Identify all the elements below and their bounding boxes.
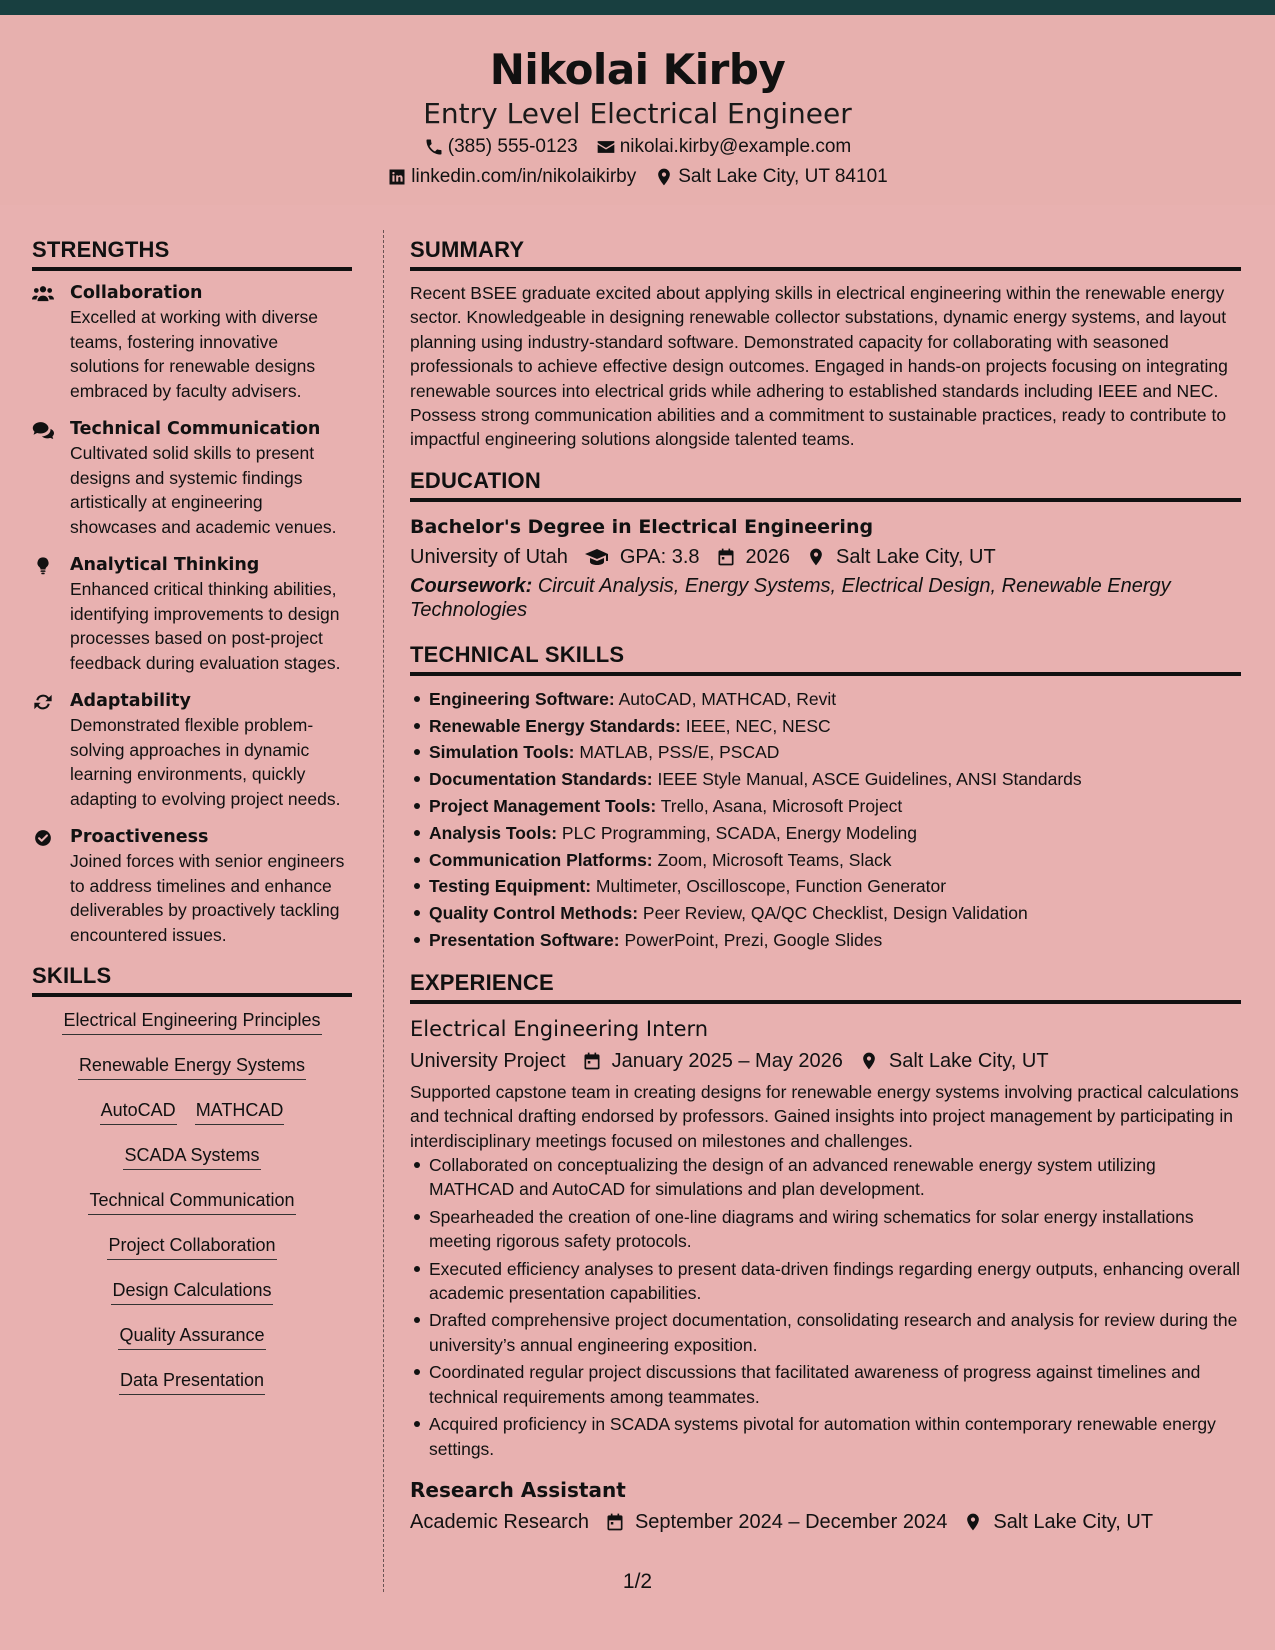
gpa: GPA: 3.8 [619, 545, 700, 568]
list-item: Drafted comprehensive project documentation, consolidating research and analysis for review during the university’s annual engineering exposition. [410, 1308, 1241, 1357]
skill-tag: Electrical Engineering Principles [62, 1007, 321, 1035]
contact-row-1 [0, 132, 1275, 162]
list-item [410, 713, 1241, 740]
skill-tag: Technical Communication [88, 1187, 295, 1215]
strength-title: Adaptability [70, 691, 191, 711]
skill-value: AutoCAD, MATHCAD, Revit [618, 688, 837, 709]
candidate-title: Entry Level Electrical Engineer [423, 97, 852, 130]
skill-label: Presentation Software: [429, 930, 620, 951]
location-text: Salt Lake City, UT 84101 [678, 166, 888, 187]
skill-value: IEEE, NEC, NESC [685, 715, 831, 736]
job-dates: September 2024 – December 2024 [634, 1510, 948, 1533]
job-meta [410, 1046, 1241, 1076]
email-text: nikolai.kirby@example.com [619, 136, 852, 157]
list-item [410, 739, 1241, 766]
job-location: Salt Lake City, UT [993, 1510, 1154, 1533]
list-item: Spearheaded the creation of one-line diagrams and wiring schematics for solar energy installations meeting rigorous safety protocols. [410, 1205, 1241, 1254]
job-title: Electrical Engineering Intern [410, 1016, 709, 1041]
strength-desc: Cultivated solid skills to present designs and systemic findings artistically at engineering showcases and academic venues. [70, 443, 337, 537]
map-marker-icon [963, 1512, 983, 1532]
resume-header [0, 15, 1275, 205]
skill-value: PowerPoint, Prezi, Google Slides [624, 930, 883, 951]
education-location: Salt Lake City, UT [836, 545, 996, 568]
skill-value: PLC Programming, SCADA, Energy Modeling [561, 822, 917, 843]
sync-icon [32, 692, 54, 712]
job-title: Research Assistant [410, 1477, 626, 1502]
skill-label: Engineering Software: [429, 688, 615, 709]
technical-skills-list [410, 686, 1241, 954]
skill-label: Documentation Standards: [429, 769, 653, 790]
list-item: Acquired proficiency in SCADA systems pivotal for automation within contemporary renewable energy settings. [410, 1412, 1241, 1461]
skill-label: Communication Platforms: [429, 849, 653, 870]
skill-value: Trello, Asana, Microsoft Project [660, 796, 903, 817]
list-item [410, 873, 1241, 900]
education-meta [410, 542, 1241, 572]
list-item [410, 847, 1241, 874]
skill-value: IEEE Style Manual, ASCE Guidelines, ANSI Standards [657, 769, 1082, 790]
skill-tag: Data Presentation [119, 1367, 265, 1395]
skill-label: Analysis Tools: [429, 822, 558, 843]
lightbulb-icon [32, 556, 54, 576]
list-item [410, 820, 1241, 847]
job-location: Salt Lake City, UT [888, 1049, 1049, 1072]
skill-label: Quality Control Methods: [429, 903, 639, 924]
strength-item [32, 825, 352, 947]
linkedin-icon [387, 167, 407, 187]
right-column [410, 235, 1241, 1537]
skills-heading: SKILLS [32, 961, 352, 997]
skill-tag: AutoCAD [100, 1097, 177, 1125]
envelope-icon [596, 137, 616, 157]
strength-item [32, 689, 352, 811]
left-column [32, 235, 352, 1412]
calendar-icon [716, 547, 736, 567]
skill-label: Testing Equipment: [429, 876, 592, 897]
skill-label: Renewable Energy Standards: [429, 715, 681, 736]
list-item [410, 793, 1241, 820]
skill-label: Project Management Tools: [429, 796, 657, 817]
strength-title: Analytical Thinking [70, 555, 260, 575]
skill-tag: Quality Assurance [118, 1322, 265, 1350]
contact-email[interactable] [596, 132, 852, 162]
candidate-name: Nikolai Kirby [489, 45, 786, 94]
calendar-icon [605, 1512, 625, 1532]
experience-heading: EXPERIENCE [410, 968, 1241, 1004]
list-item: Collaborated on conceptualizing the design of an advanced renewable energy system utilizing MATHCAD and AutoCAD for simulations and plan development. [410, 1153, 1241, 1202]
graduation-cap-icon [584, 547, 610, 567]
phone-icon [424, 137, 444, 157]
calendar-icon [582, 1051, 602, 1071]
map-marker-icon [859, 1051, 879, 1071]
skill-value: Multimeter, Oscilloscope, Function Generator [595, 876, 947, 897]
job-description: Supported capstone team in creating designs for renewable energy systems involving practical calculations and technical drafting endorsed by professors. Gained insights into project management by participating in interdisciplinary meetings focused on milestones and challenges. [410, 1081, 1239, 1151]
map-marker-icon [654, 167, 674, 187]
skill-tag: Project Collaboration [107, 1232, 276, 1260]
strength-item [32, 281, 352, 403]
skills-list [32, 1007, 352, 1412]
skill-value: MATLAB, PSS/E, PSCAD [579, 742, 780, 763]
grad-year: 2026 [745, 545, 791, 568]
users-icon [32, 284, 54, 304]
list-item [410, 766, 1241, 793]
list-item [410, 927, 1241, 954]
degree-title: Bachelor's Degree in Electrical Engineering [410, 515, 874, 538]
skill-label: Simulation Tools: [429, 742, 575, 763]
strength-desc: Demonstrated flexible problem-solving approaches in dynamic learning environments, quickly adapting to evolving project needs. [70, 715, 341, 809]
school-name: University of Utah [410, 545, 568, 568]
strengths-heading: STRENGTHS [32, 235, 352, 271]
job-dates: January 2025 – May 2026 [611, 1049, 843, 1072]
contact-location [654, 162, 887, 192]
linkedin-text: linkedin.com/in/nikolaikirby [411, 166, 637, 187]
coursework-list: Circuit Analysis, Energy Systems, Electrical Design, Renewable Energy Technologies [410, 574, 1171, 621]
job-org: University Project [410, 1049, 566, 1072]
strength-desc: Enhanced critical thinking abilities, identifying improvements to design processes based on post-project feedback during evaluation stages. [70, 579, 341, 673]
list-item: Executed efficiency analyses to present data-driven findings regarding energy outputs, enhancing overall academic presentation capabilities. [410, 1257, 1241, 1306]
strength-title: Technical Communication [70, 419, 321, 439]
job-bullets [410, 1153, 1241, 1461]
list-item [410, 900, 1241, 927]
skill-tag: SCADA Systems [123, 1142, 260, 1170]
skill-value: Zoom, Microsoft Teams, Slack [657, 849, 892, 870]
summary-heading: SUMMARY [410, 235, 1241, 271]
strength-desc: Excelled at working with diverse teams, fostering innovative solutions for renewable designs embraced by faculty advisers. [70, 307, 319, 401]
column-divider [383, 230, 384, 1592]
skill-value: Peer Review, QA/QC Checklist, Design Validation [642, 903, 1028, 924]
coursework [410, 574, 1241, 622]
job-meta [410, 1507, 1241, 1537]
strength-item [32, 553, 352, 675]
strength-item [32, 417, 352, 539]
education-heading: EDUCATION [410, 466, 1241, 502]
phone-text: (385) 555-0123 [447, 136, 578, 157]
technical-skills-heading: TECHNICAL SKILLS [410, 640, 1241, 676]
summary-text: Recent BSEE graduate excited about applying skills in electrical engineering within the renewable energy sector. Knowledgeable in designing renewable collector substations, dynamic energy systems, and layout planning using industry-standard software. Demonstrated capacity for collaborating with seasoned professionals to achieve effective design outcomes. Engaged in hands-on projects focusing on integrating renewable sources into electrical grids while adhering to established standards including IEEE and NEC. Possess strong communication abilities and a commitment to sustainable practices, ready to contribute to impactful engineering solutions alongside talented teams. [410, 283, 1228, 450]
page-number: 1/2 [622, 1570, 653, 1593]
strength-title: Proactiveness [70, 827, 209, 847]
skill-tag: Design Calculations [111, 1277, 272, 1305]
map-marker-icon [806, 547, 826, 567]
strength-desc: Joined forces with senior engineers to address timelines and enhance deliverables by proactively tackling encountered issues. [70, 851, 345, 945]
job-org: Academic Research [410, 1510, 589, 1533]
skill-tag: MATHCAD [195, 1097, 285, 1125]
list-item [410, 686, 1241, 713]
list-item: Coordinated regular project discussions that facilitated awareness of progress against timelines and technical requirements among teammates. [410, 1360, 1241, 1409]
comments-icon [32, 420, 54, 440]
strength-title: Collaboration [70, 283, 203, 303]
skill-tag: Renewable Energy Systems [78, 1052, 306, 1080]
contact-phone[interactable] [424, 132, 578, 162]
coursework-label: Coursework: [410, 574, 533, 597]
check-circle-icon [32, 828, 54, 848]
contact-row-2 [0, 162, 1275, 192]
top-accent-bar [0, 0, 1275, 15]
contact-linkedin[interactable] [387, 162, 636, 192]
